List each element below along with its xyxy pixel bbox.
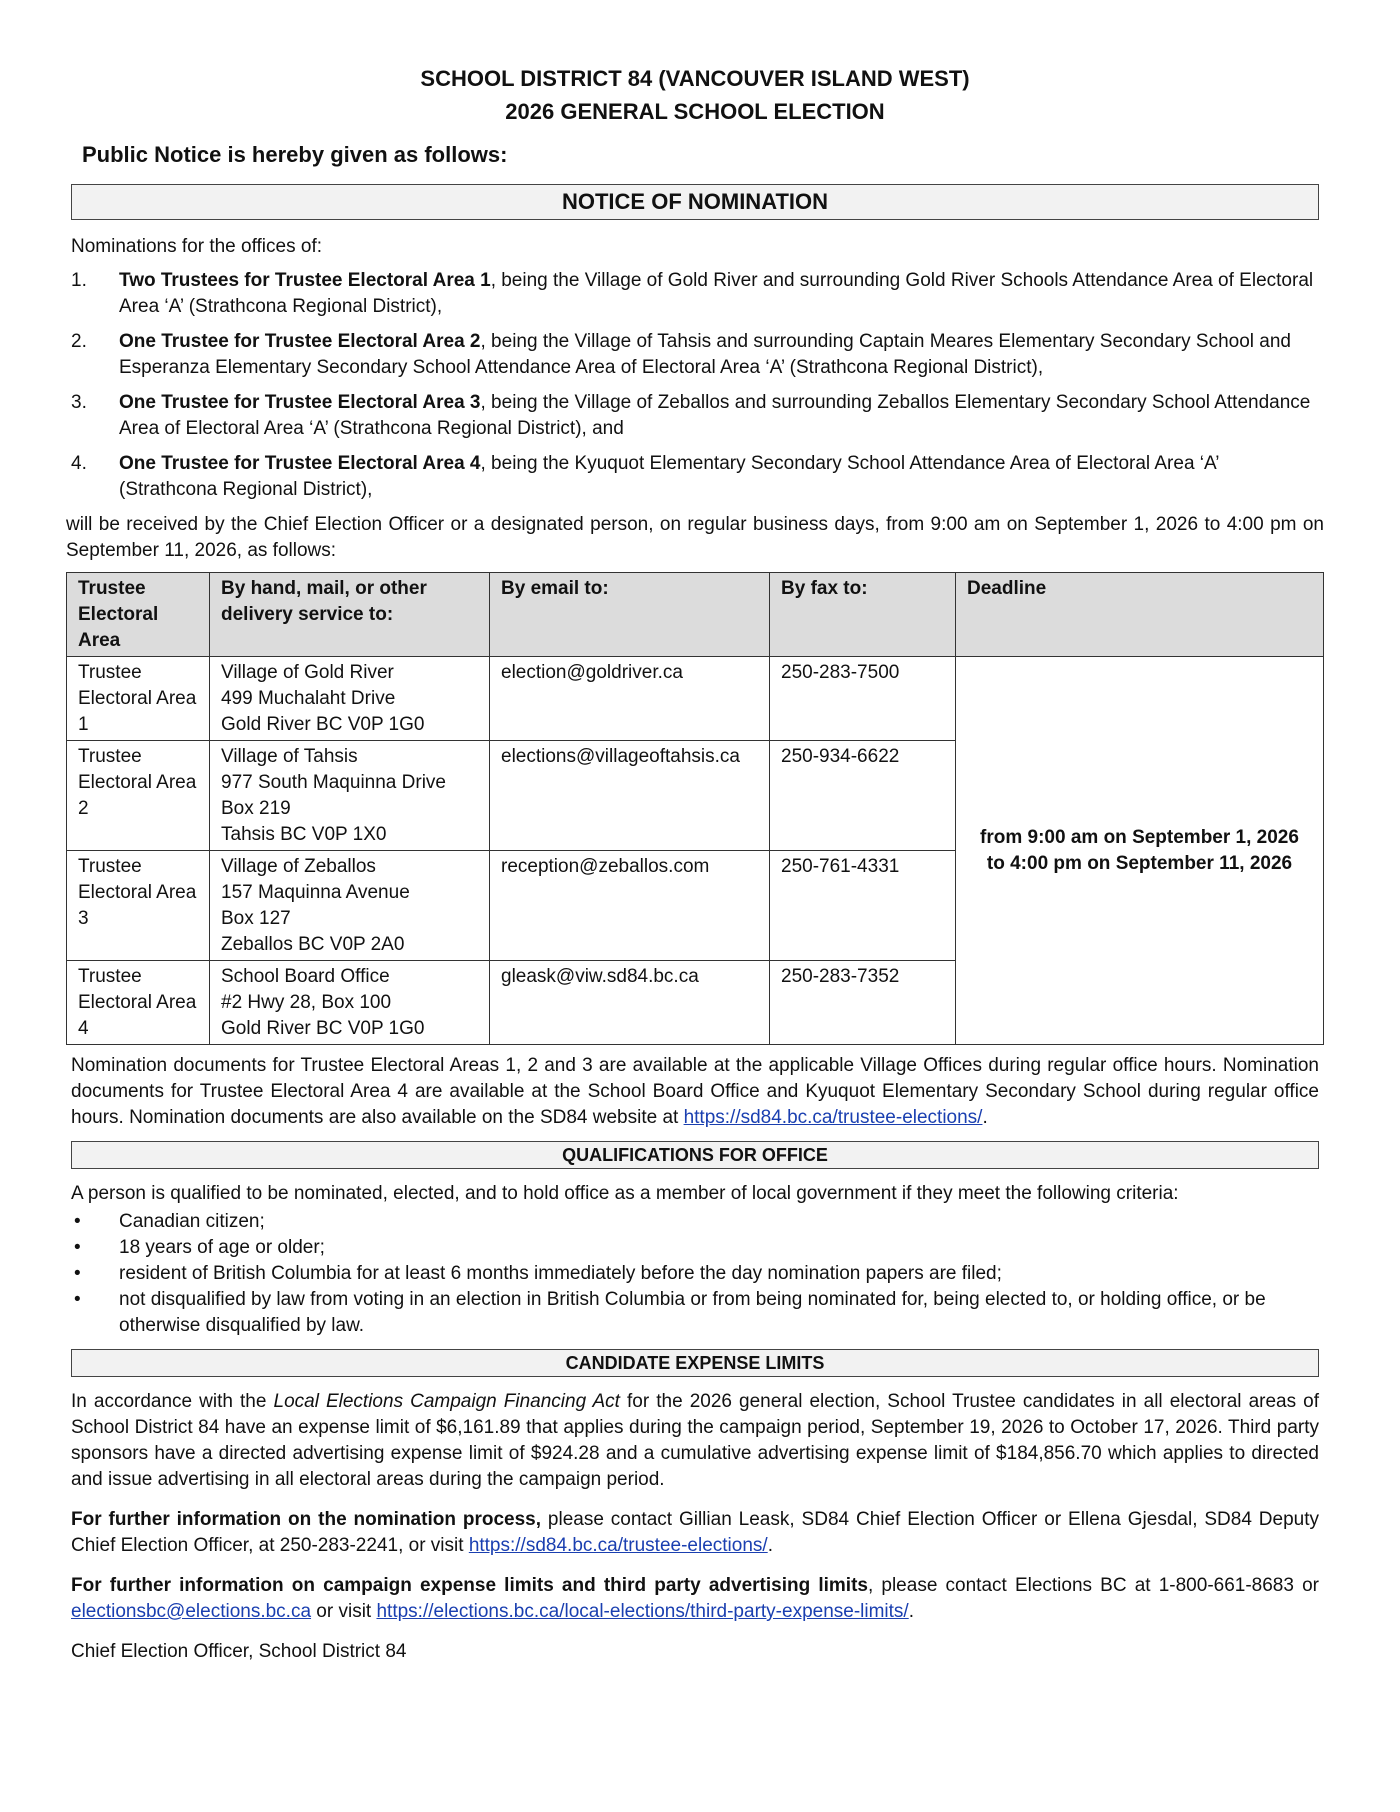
area-office: One Trustee for Trustee Electoral Area 4	[119, 453, 481, 474]
area-cell: Trustee Electoral Area 3	[67, 851, 210, 961]
col-header-hand: By hand, mail, or other delivery service to:	[210, 573, 490, 657]
area-cell: Trustee Electoral Area 4	[67, 961, 210, 1045]
address-cell: Village of Tahsis 977 South Maquinna Drive Box 219 Tahsis BC V0P 1X0	[210, 741, 490, 851]
email-cell: election@goldriver.ca	[490, 657, 770, 741]
public-notice-line: Public Notice is hereby given as follows:	[82, 142, 508, 167]
list-item	[71, 329, 1319, 381]
area-description: , being the Kyuquot Elementary Secondary School Attendance Area of Electoral Area ‘A’ (Strathcona Regional District),	[119, 453, 1219, 500]
trustee-elections-link[interactable]: https://sd84.bc.ca/trustee-elections/	[683, 1107, 983, 1128]
col-header-deadline: Deadline	[956, 573, 1324, 657]
qualifications-list	[66, 1209, 1324, 1339]
bullet-icon: •	[74, 1263, 81, 1284]
qualifications-heading: QUALIFICATIONS FOR OFFICE	[71, 1141, 1319, 1169]
list-item	[71, 390, 1319, 442]
area-office: Two Trustees for Trustee Electoral Area 1	[119, 270, 491, 291]
trustee-elections-link[interactable]: https://sd84.bc.ca/trustee-elections/	[468, 1535, 768, 1556]
electoral-area-list	[66, 268, 1324, 503]
elections-bc-email-link[interactable]: electionsbc@elections.bc.ca	[71, 1601, 312, 1622]
fax-cell: 250-283-7352	[770, 961, 956, 1045]
signature-line: Chief Election Officer, School District 84	[71, 1641, 407, 1662]
table-header-row	[67, 573, 1324, 657]
documents-paragraph: Nomination documents for Trustee Electoral Areas 1, 2 and 3 are available at the applicable Village Offices during regular office hours. Nomination documents for Trustee Electoral Area 4 are available at the School Board Office and Kyuquot Elementary Secondary School during regular office hours. Nomination documents are also available on the SD84 website at https://sd84.bc.ca/trustee-elections/.	[71, 1055, 1319, 1128]
email-cell: gleask@viw.sd84.bc.ca	[490, 961, 770, 1045]
document-title	[66, 62, 1324, 128]
list-item: • resident of British Columbia for at least 6 months immediately before the day nomination papers are filed;	[71, 1261, 1319, 1287]
col-header-email: By email to:	[490, 573, 770, 657]
nomination-table	[66, 572, 1324, 1045]
list-item: • not disqualified by law from voting in an election in British Columbia or from being nominated for, being elected to, or holding office, or be otherwise disqualified by law.	[74, 1289, 1266, 1336]
area-cell: Trustee Electoral Area 1	[67, 657, 210, 741]
email-cell: reception@zeballos.com	[490, 851, 770, 961]
list-item: • Canadian citizen;	[71, 1209, 1319, 1235]
area-description: , being the Village of Zeballos and surrounding Zeballos Elementary Secondary School Attendance Area of Electoral Area ‘A’ (Strathcona Regional District), and	[119, 392, 1311, 439]
expense-limits-heading: CANDIDATE EXPENSE LIMITS	[71, 1349, 1319, 1377]
bullet-icon: •	[74, 1211, 81, 1232]
fax-cell: 250-761-4331	[770, 851, 956, 961]
list-item	[71, 268, 1319, 320]
third-party-limits-link[interactable]: https://elections.bc.ca/local-elections/third-party-expense-limits/	[376, 1601, 909, 1622]
bullet-icon: •	[74, 1289, 81, 1310]
further-info-expenses: For further information on campaign expense limits and third party advertising limits, please contact Elections BC at 1-800-661-8683 or electionsbc@elections.bc.ca or visit https://elections.bc.ca/local-elections/third-party-expense-limits/.	[71, 1575, 1319, 1622]
address-cell: School Board Office #2 Hwy 28, Box 100 Gold River BC V0P 1G0	[210, 961, 490, 1045]
notice-page	[66, 62, 1324, 1665]
title-line-2: 2026 GENERAL SCHOOL ELECTION	[505, 99, 885, 124]
area-office: One Trustee for Trustee Electoral Area 2	[119, 331, 481, 352]
fax-cell: 250-934-6622	[770, 741, 956, 851]
area-description: , being the Village of Gold River and surrounding Gold River Schools Attendance Area of Electoral Area ‘A’ (Strathcona Regional District),	[119, 270, 1314, 317]
area-description: , being the Village of Tahsis and surrounding Captain Meares Elementary Secondary School and Esperanza Elementary Secondary School Attendance Area of Electoral Area ‘A’ (Strathcona Regional District),	[119, 331, 1291, 378]
further-info-nomination: For further information on the nomination process, please contact Gillian Leask, SD84 Chief Election Officer or Ellena Gjesdal, SD84 Deputy Chief Election Officer, at 250-283-2241, or visit https://sd84.bc.ca/trustee-elections/.	[71, 1509, 1320, 1556]
received-paragraph: will be received by the Chief Election Officer or a designated person, on regular business days, from 9:00 am on September 1, 2026 to 4:00 pm on September 11, 2026, as follows:	[66, 514, 1324, 561]
col-header-area: Trustee Electoral Area	[67, 573, 210, 657]
deadline-cell: from 9:00 am on September 1, 2026 to 4:00 pm on September 11, 2026	[956, 657, 1324, 1045]
table-row	[67, 657, 1324, 741]
qualifications-intro: A person is qualified to be nominated, elected, and to hold office as a member of local government if they meet the following criteria:	[71, 1183, 1179, 1204]
address-cell: Village of Gold River 499 Muchalaht Drive Gold River BC V0P 1G0	[210, 657, 490, 741]
list-item	[71, 451, 1319, 503]
area-office: One Trustee for Trustee Electoral Area 3	[119, 392, 481, 413]
address-cell: Village of Zeballos 157 Maquinna Avenue Box 127 Zeballos BC V0P 2A0	[210, 851, 490, 961]
email-cell: elections@villageoftahsis.ca	[490, 741, 770, 851]
bullet-icon: •	[74, 1237, 81, 1258]
list-number: 3.	[71, 392, 87, 413]
nomination-intro: Nominations for the offices of:	[71, 236, 322, 257]
list-number: 2.	[71, 331, 87, 352]
expense-paragraph: In accordance with the Local Elections Campaign Financing Act for the 2026 general election, School Trustee candidates in all electoral areas of School District 84 have an expense limit of $6,161.89 that applies during the campaign period, September 19, 2026 to October 17, 2026. Third party sponsors have a directed advertising expense limit of $924.28 and a cumulative advertising expense limit of $184,856.70 which applies to directed and issue advertising in all electoral areas during the campaign period.	[71, 1391, 1320, 1490]
act-name: Local Elections Campaign Financing Act	[273, 1391, 620, 1412]
title-line-1: SCHOOL DISTRICT 84 (VANCOUVER ISLAND WEST)	[420, 66, 970, 91]
fax-cell: 250-283-7500	[770, 657, 956, 741]
area-cell: Trustee Electoral Area 2	[67, 741, 210, 851]
list-number: 1.	[71, 270, 87, 291]
list-item: • 18 years of age or older;	[71, 1235, 1319, 1261]
list-number: 4.	[71, 453, 87, 474]
nomination-heading: NOTICE OF NOMINATION	[71, 184, 1319, 220]
col-header-fax: By fax to:	[770, 573, 956, 657]
